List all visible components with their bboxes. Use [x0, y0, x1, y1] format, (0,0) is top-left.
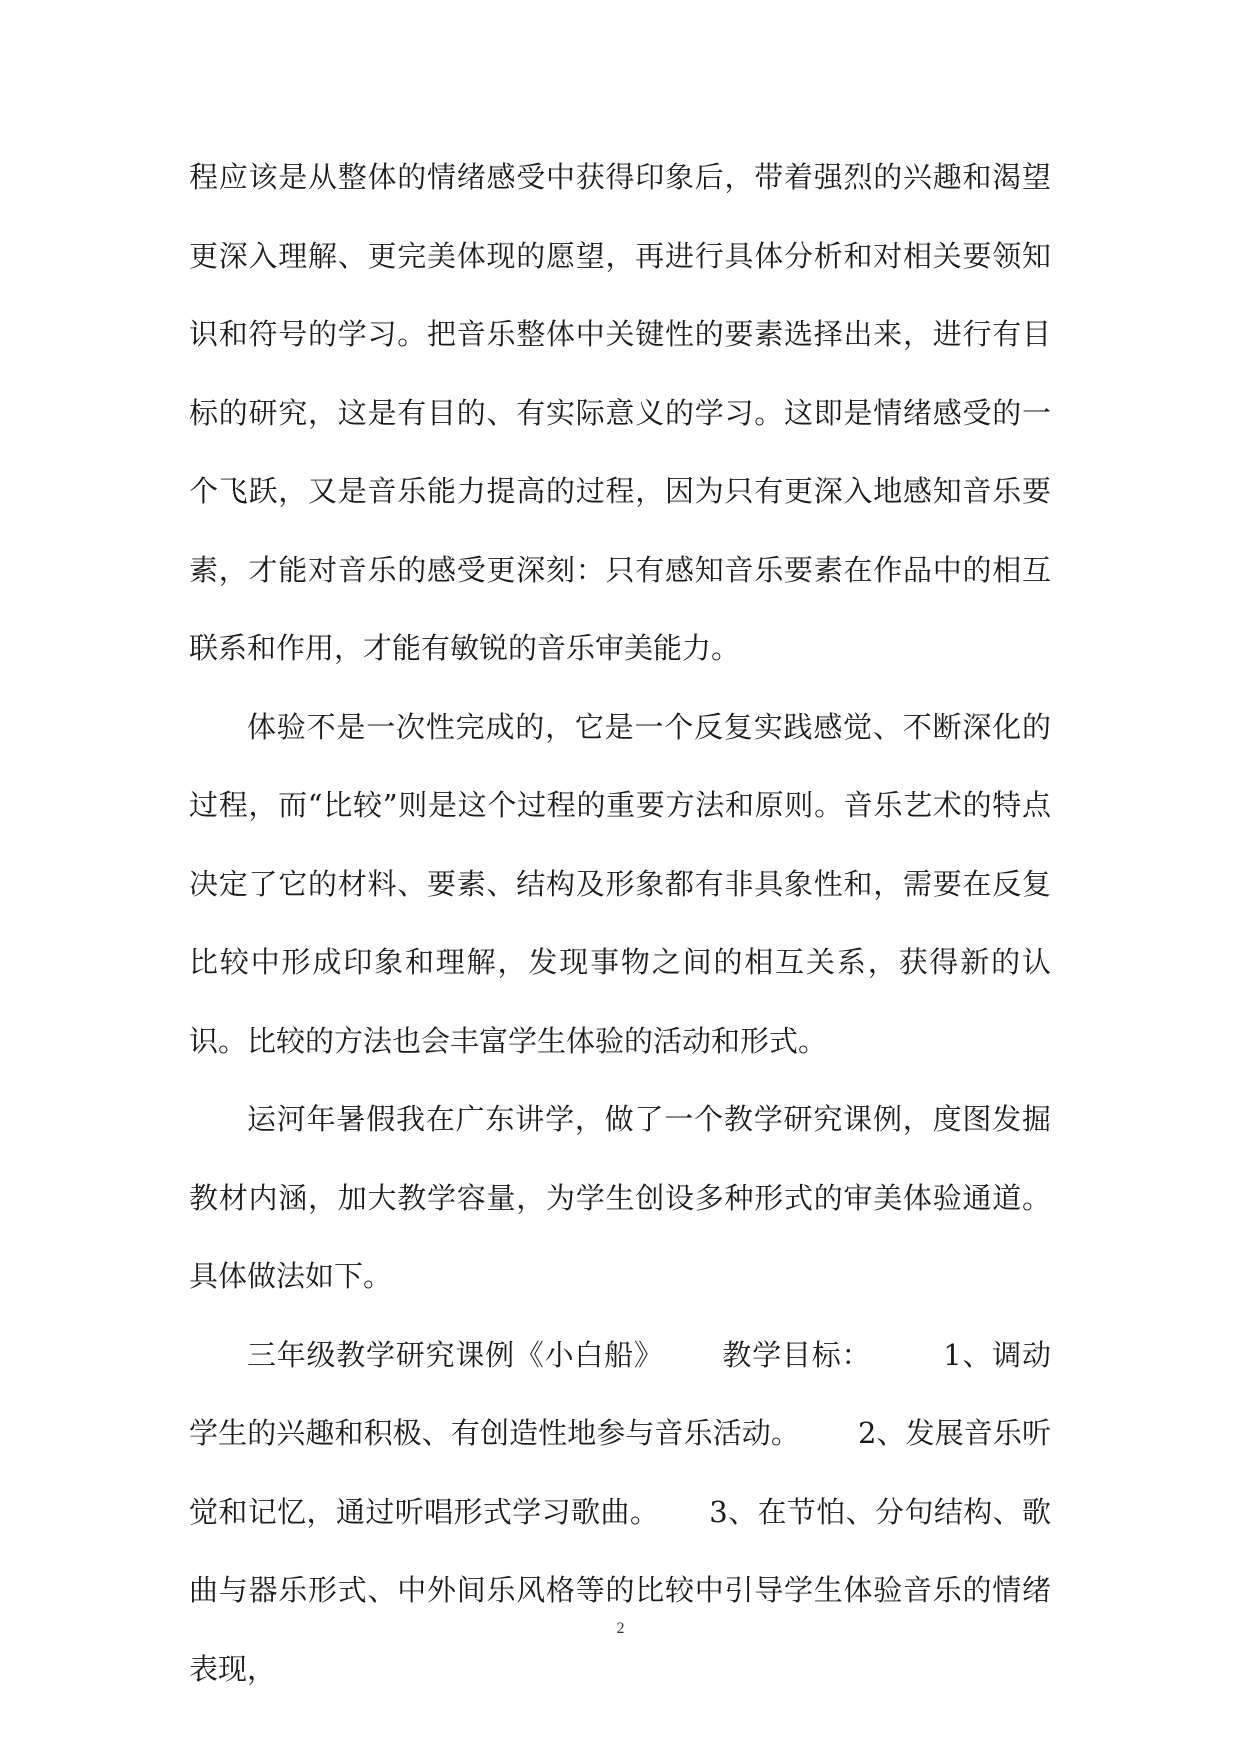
paragraph-lecture: 运河年暑假我在广东讲学，做了一个教学研究课例，度图发掘教材内涵，加大教学容量，为学生创设多种形式的审美体验通道。具体做法如下。: [189, 1102, 1051, 1293]
lesson-title: 三年级教学研究课例《小白船》: [247, 1337, 664, 1372]
paragraph-continuation: 程应该是从整体的情绪感受中获得印象后，带着强烈的兴趣和渴望更深入理解、更完美体现的愿望，再进行具体分析和对相关要领知识和符号的学习。把音乐整体中关键性的要素选择出来，进行有目标的研究，这是有目的、有实际意义的学习。这即是情绪感受的一个飞跃，又是音乐能力提高的过程，因为只有更深入地感知音乐要素，才能对音乐的感受更深刻：只有感知音乐要素在作品中的相互联系和作用，才能有敏锐的音乐审美能力。: [189, 160, 1051, 665]
objectives-label: 教学目标：: [721, 1337, 872, 1372]
body-text: [189, 138, 1051, 1708]
objective-3: 3、在节怕、分句结构、歌曲与器乐形式、中外间乐风格等的比较中引导学生体验音乐的情绪表现，: [189, 1494, 1051, 1686]
paragraph-experience: 体验不是一次性完成的，它是一个反复实践感觉、不断深化的过程，而“比较”则是这个过程的重要方法和原则。音乐艺术的特点决定了它的材料、要素、结构及形象都有非具象性和，需要在反复比较中形成印象和理解，发现事物之间的相互关系，获得新的认识。比较的方法也会丰富学生体验的活动和形式。: [189, 709, 1051, 1058]
page-number: 2: [616, 1620, 625, 1637]
objective-2: 2、发展音乐听觉和记忆，通过听唱形式学习歌曲。: [189, 1416, 1051, 1529]
paragraph-lesson: [189, 1316, 1051, 1709]
objective-1: 1、调动学生的兴趣和积极、有创造性地参与音乐活动。: [189, 1337, 1051, 1450]
